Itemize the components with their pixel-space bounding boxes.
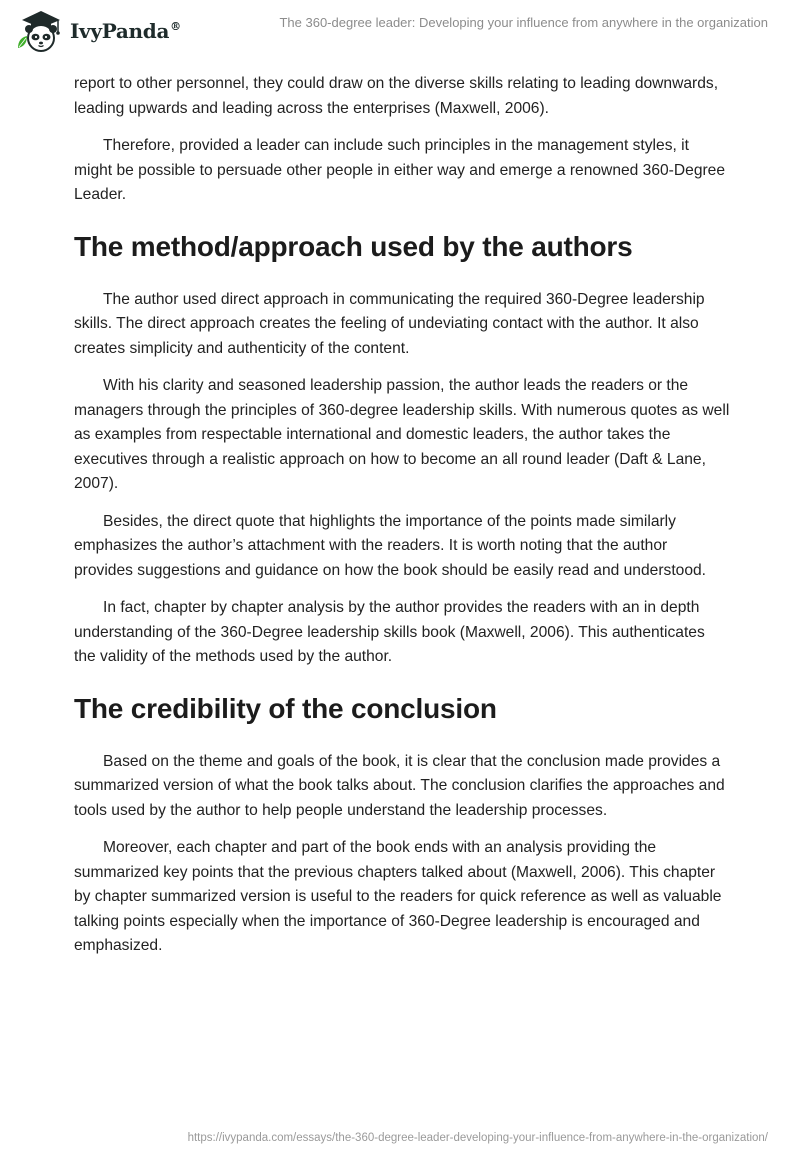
paragraph: Based on the theme and goals of the book, it is clear that the conclusion made provides a summarized version of what the book talks about. The conclusion clarifies the approaches and tools used by the author to help people understand the leadership processes.: [74, 752, 725, 819]
registered-mark: ®: [170, 20, 181, 34]
paragraph: Therefore, provided a leader can include such principles in the management styles, it might be possible to persuade other people in either way and emerge a renowned 360-Degree Leader.: [74, 137, 726, 203]
paragraph: The author used direct approach in communicating the required 360-Degree leadership skills. The direct approach creates the feeling of undeviating contact with the author. It also creates simplicity and authenticity of the content.: [74, 290, 705, 357]
brand-name: IvyPanda®: [70, 19, 181, 43]
paragraph: With his clarity and seasoned leadership passion, the author leads the readers or the managers through the principles of 360-degree leadership skills. With numerous quotes as well as examples from respectable international and domestic leaders, the author takes the executives through a realistic approach on how to become an all round leader (Daft & Lane, 2007).: [74, 377, 730, 492]
section-heading-method: The method/approach used by the authors: [74, 230, 633, 262]
section-heading-credibility: The credibility of the conclusion: [74, 692, 497, 724]
paragraph: In fact, chapter by chapter analysis by the author provides the readers with an in depth understanding of the 360-Degree leadership skills book (Maxwell, 2006). This authenticates the validity of the methods used by the author.: [74, 599, 705, 665]
panda-graduate-icon: [14, 8, 64, 54]
page-header: [0, 0, 800, 70]
ivypanda-logo[interactable]: [14, 8, 181, 54]
paragraph: report to other personnel, they could draw on the diverse skills relating to leading downwards, leading upwards and leading across the enterprises (Maxwell, 2006).: [74, 75, 719, 117]
essay-body: [74, 72, 730, 972]
running-title: The 360-degree leader: Developing your influence from anywhere in the organization: [279, 15, 768, 30]
paragraph: Moreover, each chapter and part of the book ends with an analysis providing the summarized key points that the previous chapters talked about (Maxwell, 2006). This chapter by chapter summarized version is useful to the readers for quick reference as well as valuable talking points especially when the importance of 360-Degree leadership is encouraged and emphasized.: [74, 839, 722, 954]
source-url[interactable]: https://ivypanda.com/essays/the-360-degree-leader-developing-your-influence-from-anywhere-in-the-organization/: [187, 1132, 768, 1144]
paragraph: Besides, the direct quote that highlights the importance of the points made similarly emphasizes the author’s attachment with the readers. It is worth noting that the author provides suggestions and guidance on how the book should be easily read and understood.: [74, 512, 706, 579]
